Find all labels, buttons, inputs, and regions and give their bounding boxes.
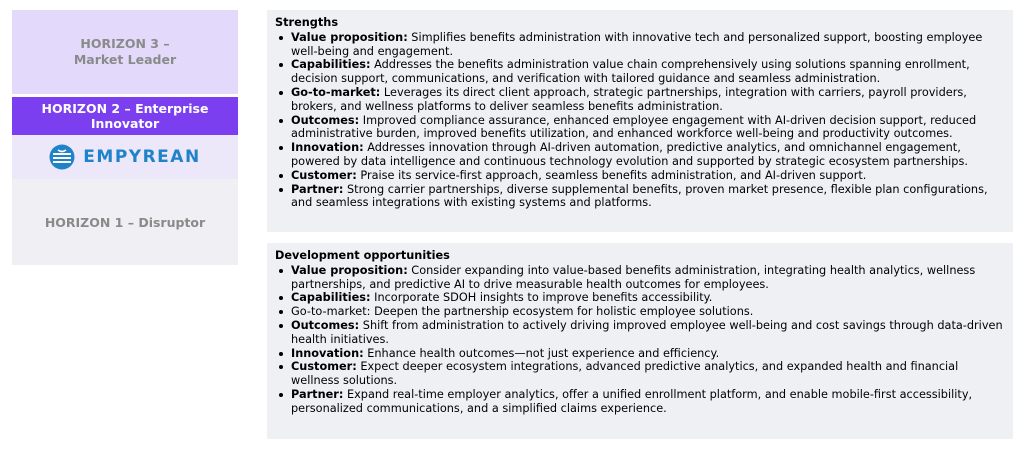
item-label: Value proposition: (291, 263, 408, 277)
strengths-list (275, 31, 1005, 210)
horizon-column (12, 10, 238, 265)
item-text: Expand real-time employer analytics, offer a unified enrollment platform, and enable mobile-first accessibility, personalized communications, and a simplified claims experience. (291, 387, 973, 415)
item-label: Outcomes: (291, 113, 360, 127)
horizon-2-header (12, 97, 238, 135)
item-label: Go-to-market: (291, 85, 381, 99)
list-item (291, 114, 1005, 142)
company-logo-text: EMPYREAN (83, 147, 201, 167)
item-text: Simplifies benefits administration with innovative tech and personalized support, boosting employee well-being and engagement. (291, 30, 983, 58)
horizon-3-line2: Market Leader (73, 52, 177, 67)
horizon-1-label: HORIZON 1 – Disruptor (44, 214, 206, 230)
company-logo-box (12, 135, 238, 179)
item-label: Partner: (291, 387, 344, 401)
list-item (291, 291, 1005, 305)
list-item (291, 169, 1005, 183)
item-label: Value proposition: (291, 30, 408, 44)
list-item (291, 86, 1005, 114)
item-label: Capabilities: (291, 58, 371, 72)
horizon-3-line1: HORIZON 3 – (80, 36, 170, 51)
item-label: Capabilities: (291, 291, 371, 305)
item-text: Go-to-market: Deepen the partnership ecosystem for holistic employee solutions. (291, 305, 754, 319)
item-text: Improved compliance assurance, enhanced employee engagement with AI-driven decision support, reduced administrative burden, improved benefits utilization, and enhanced workforce well-being and productivity outcomes. (291, 113, 977, 141)
company-logo (49, 144, 200, 170)
item-label: Customer: (291, 168, 357, 182)
list-item (291, 141, 1005, 169)
item-text: Addresses the benefits administration value chain comprehensively using solutions spanning enrollment, decision support, communications, and verification with tailored guidance and seamless administration. (291, 58, 970, 86)
strengths-panel (267, 10, 1013, 232)
horizon-2-line1: HORIZON 2 – Enterprise (41, 101, 209, 116)
empyrean-logo-icon (49, 144, 75, 170)
list-item (291, 388, 1005, 416)
item-label: Outcomes: (291, 318, 360, 332)
list-item (291, 31, 1005, 59)
list-item (291, 360, 1005, 388)
development-panel (267, 243, 1013, 439)
item-label: Innovation: (291, 346, 364, 360)
item-text: Consider expanding into value-based benefits administration, integrating health analytics, wellness partnerships, and predictive AI to drive measurable health outcomes for employees. (291, 263, 976, 291)
list-item (291, 264, 1005, 292)
strengths-title: Strengths (275, 16, 339, 29)
item-text: Incorporate SDOH insights to improve benefits accessibility. (370, 291, 713, 305)
horizon-2-line2: Innovator (90, 116, 160, 131)
development-title: Development opportunities (275, 249, 450, 262)
item-text: Expect deeper ecosystem integrations, advanced predictive analytics, and expanded health and financial wellness solutions. (291, 360, 959, 388)
item-text: Addresses innovation through AI-driven automation, predictive analytics, and omnichannel engagement, powered by data intelligence and continuous technology evolution and supported by strategic ecosystem partnerships. (291, 141, 968, 168)
item-label: Customer: (291, 360, 357, 374)
item-label: Partner: (291, 182, 344, 196)
development-list (275, 264, 1005, 416)
list-item (291, 183, 1005, 211)
item-text: Leverages its direct client approach, strategic partnerships, integration with carriers, payroll providers, brokers, and wellness platforms to deliver seamless benefits administration. (291, 85, 967, 113)
item-text: Strong carrier partnerships, diverse supplemental benefits, proven market presence, flexible plan configurations, and seamless integrations with existing systems and platforms. (291, 182, 988, 210)
list-item (291, 305, 1005, 319)
horizon-1-box (12, 179, 238, 265)
item-text: Praise its service-first approach, seamless benefits administration, and AI-driven support. (356, 168, 867, 182)
item-text: Shift from administration to actively driving improved employee well-being and cost savings through data-driven health initiatives. (291, 318, 1003, 346)
list-item (291, 58, 1005, 86)
list-item (291, 319, 1005, 347)
list-item (291, 347, 1005, 361)
item-text: Enhance health outcomes—not just experience and efficiency. (363, 346, 720, 360)
horizon-3-box (12, 10, 238, 94)
item-label: Innovation: (291, 141, 364, 155)
